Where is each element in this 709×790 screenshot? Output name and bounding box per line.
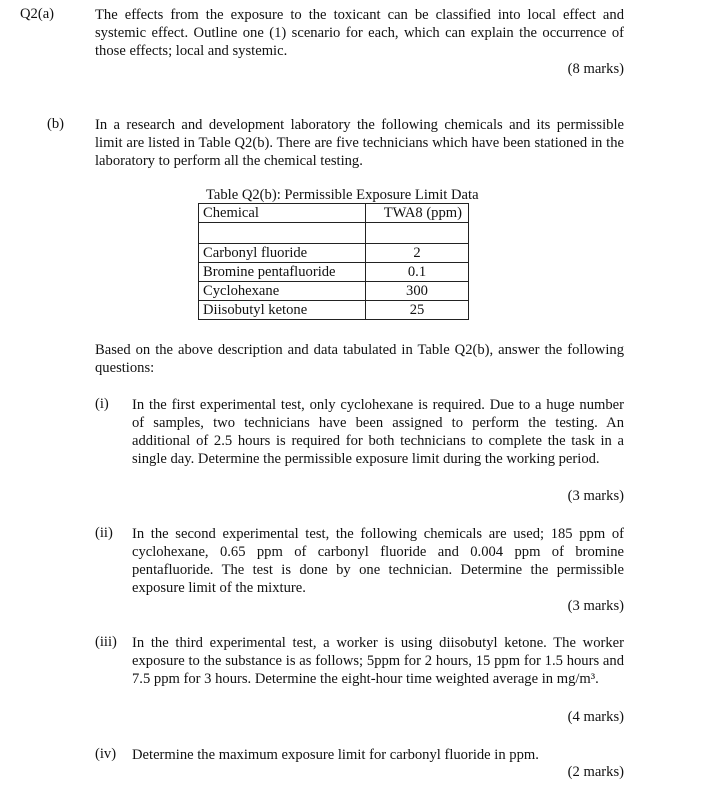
table-row bbox=[199, 282, 469, 301]
question-2b-intro: In a research and development laboratory the following chemicals and its permissible limit are listed in Table Q2(b). There are five technicians which have been stationed in the laboratory to perform all the chemical testing. bbox=[95, 117, 624, 169]
part-iii-marks: (4 marks) bbox=[567, 709, 624, 725]
part-iv-text: Determine the maximum exposure limit for carbonyl fluoride in ppm. bbox=[132, 747, 539, 763]
part-ii-label: (ii) bbox=[95, 525, 113, 541]
chemical-cell: Cyclohexane bbox=[199, 282, 366, 301]
question-2a-text: The effects from the exposure to the toxicant can be classified into local effect and systemic effect. Outline one (1) scenario for each, which can explain the occurrence of those effects; local and systemic. bbox=[95, 7, 624, 59]
part-i-text: In the first experimental test, only cyclohexane is required. Due to a huge number of samples, two technicians have been assigned to perform the testing. An additional of 2.5 hours is required for both technicians to complete the task in a single day. Determine the permissible exposure limit during the working period. bbox=[132, 397, 624, 467]
part-ii-text: In the second experimental test, the following chemicals are used; 185 ppm of cyclohexane, 0.65 ppm of carbonyl fluoride and 0.004 ppm of bromine pentafluoride. The test is done by one technician. Determine the permissible exposure limit of the mixture. bbox=[132, 526, 624, 596]
chemical-cell: Diisobutyl ketone bbox=[199, 301, 366, 320]
table-spacer-row bbox=[199, 223, 469, 244]
table-header-row bbox=[199, 204, 469, 223]
table-row bbox=[199, 244, 469, 263]
part-i-label: (i) bbox=[95, 396, 109, 412]
part-iii-text: In the third experimental test, a worker is using diisobutyl ketone. The worker exposure to the substance is as follows; 5ppm for 2 hours, 15 ppm for 1.5 hours and 7.5 ppm for 3 hours. Determine the eight-hour time weighted average in mg/m³. bbox=[132, 635, 624, 687]
table-caption: Table Q2(b): Permissible Exposure Limit Data bbox=[206, 187, 479, 203]
part-iv-marks: (2 marks) bbox=[567, 764, 624, 780]
table-row bbox=[199, 301, 469, 320]
limit-cell: 0.1 bbox=[366, 263, 469, 282]
question-2a-marks: (8 marks) bbox=[567, 61, 624, 77]
part-iv-label: (iv) bbox=[95, 746, 117, 762]
part-i-marks: (3 marks) bbox=[567, 488, 624, 504]
limit-cell: 25 bbox=[366, 301, 469, 320]
part-ii-marks: (3 marks) bbox=[567, 598, 624, 614]
chemical-cell: Bromine pentafluoride bbox=[199, 263, 366, 282]
column-header-chemical: Chemical bbox=[199, 204, 366, 223]
question-2a-label: Q2(a) bbox=[20, 6, 55, 22]
limit-cell: 300 bbox=[366, 282, 469, 301]
column-header-twa: TWA8 (ppm) bbox=[366, 204, 469, 223]
question-2b-label: (b) bbox=[47, 116, 65, 132]
limit-cell: 2 bbox=[366, 244, 469, 263]
part-iii-label: (iii) bbox=[95, 634, 117, 650]
chemical-cell: Carbonyl fluoride bbox=[199, 244, 366, 263]
permissible-limit-table bbox=[198, 203, 469, 320]
based-on-text: Based on the above description and data tabulated in Table Q2(b), answer the following questions: bbox=[95, 342, 624, 376]
table-row bbox=[199, 263, 469, 282]
